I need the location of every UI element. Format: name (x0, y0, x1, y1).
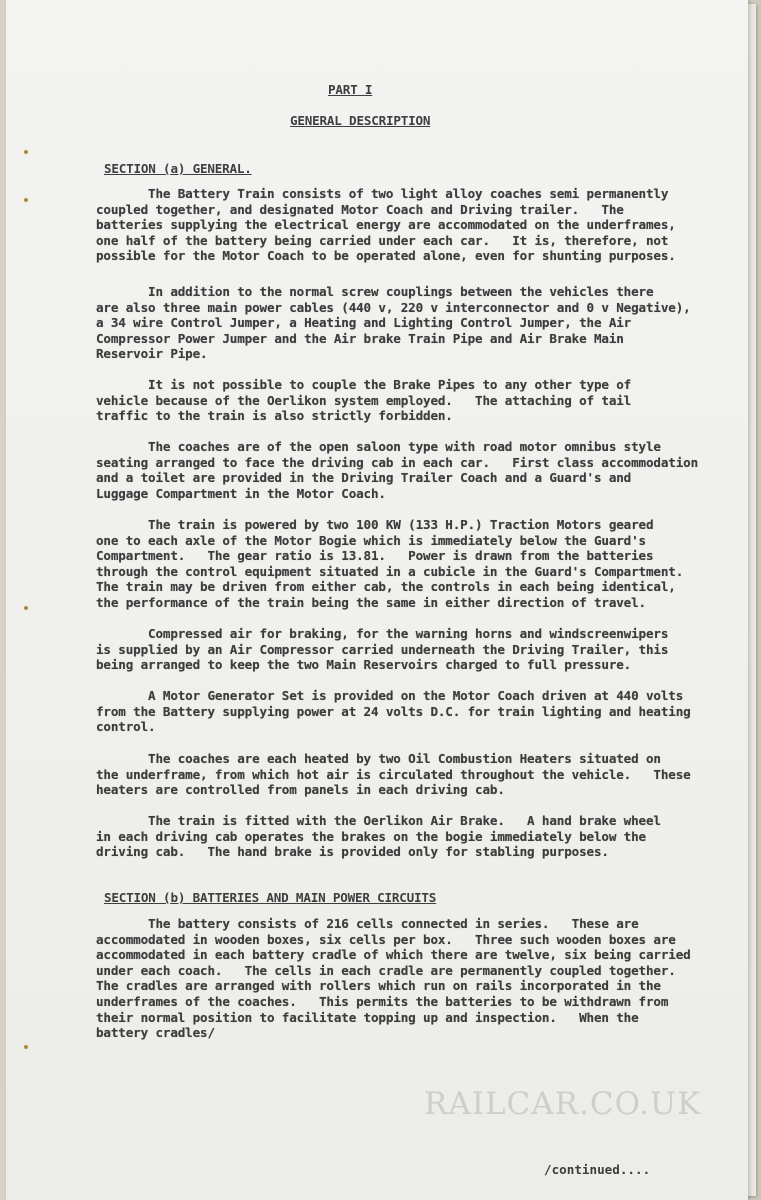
punch-hole (24, 198, 28, 202)
paragraph: The train is fitted with the Oerlikon Air Brake. A hand brake wheel in each driving cab operates the brakes on the bogie immediately below the driving cab. The hand brake is provided only for stabling purposes. (96, 813, 661, 860)
paragraph: It is not possible to couple the Brake Pipes to any other type of vehicle because of the Oerlikon system employed. The attaching of tail traffic to the train is also strictly forbidden. (96, 377, 632, 424)
paragraph: The Battery Train consists of two light alloy coaches semi permanently coupled together, and designated Motor Coach and Driving trailer. The batteries supplying the electrical energy are accommodated on the underframes, one half of the battery being carried under each car. It is, therefore, not possible for the Motor Coach to be operated alone, even for shunting purposes. (96, 186, 676, 264)
watermark: RAILCAR.CO.UK (424, 1086, 702, 1122)
part-title: PART I (328, 82, 373, 97)
continued-note: /continued.... (544, 1162, 651, 1177)
paragraph: The battery consists of 216 cells connected in series. These are accommodated in wooden boxes, six cells per box. Three such wooden boxes are accommodated in each battery cradle of which there are twelve, six being carried under each coach. The cells in each cradle are permanently coupled together. The cradles are arranged with rollers which run on rails incorporated in the underframes of the coaches. This permits the batteries to be withdrawn from their normal position to facilitate topping up and inspection. When the battery cradles/ (96, 916, 691, 1041)
punch-hole (24, 1045, 28, 1049)
paragraph: Compressed air for braking, for the warning horns and windscreenwipers is supplied by an Air Compressor carried underneath the Driving Trailer, this being arranged to keep the two Main Reservoirs charged to full pressure. (96, 626, 669, 673)
punch-hole (24, 606, 28, 610)
part-subtitle: GENERAL DESCRIPTION (290, 113, 431, 128)
paragraph: The coaches are of the open saloon type with road motor omnibus style seating arranged to face the driving cab in each car. First class accommodation and a toilet are provided in the Driving Trailer Coach and a Guard's and Luggage Compartment in the Motor Coach. (96, 439, 698, 501)
paragraph: A Motor Generator Set is provided on the Motor Coach driven at 440 volts from the Battery supplying power at 24 volts D.C. for train lighting and heating control. (96, 688, 691, 735)
section-a-heading: SECTION (a) GENERAL. (104, 161, 252, 176)
paragraph: The coaches are each heated by two Oil Combustion Heaters situated on the underframe, from which hot air is circulated throughout the vehicle. These heaters are controlled from panels in each driving cab. (96, 751, 691, 798)
punch-hole (24, 150, 28, 154)
paragraph: The train is powered by two 100 KW (133 H.P.) Traction Motors geared one to each axle of the Motor Bogie which is immediately below the Guard's Compartment. The gear ratio is 13.81. Power is drawn from the batteries through the control equipment situated in a cubicle in the Guard's Compartment. The train may be driven from either cab, the controls in each being identical, the performance of the train being the same in either direction of travel. (96, 517, 684, 610)
section-b-heading: SECTION (b) BATTERIES AND MAIN POWER CIRCUITS (104, 890, 437, 905)
paragraph: In addition to the normal screw couplings between the vehicles there are also three main power cables (440 v, 220 v interconnector and 0 v Negative), a 34 wire Control Jumper, a Heating and Lighting Control Jumper, the Air Compressor Power Jumper and the Air brake Train Pipe and Air Brake Main Reservoir Pipe. (96, 284, 691, 362)
